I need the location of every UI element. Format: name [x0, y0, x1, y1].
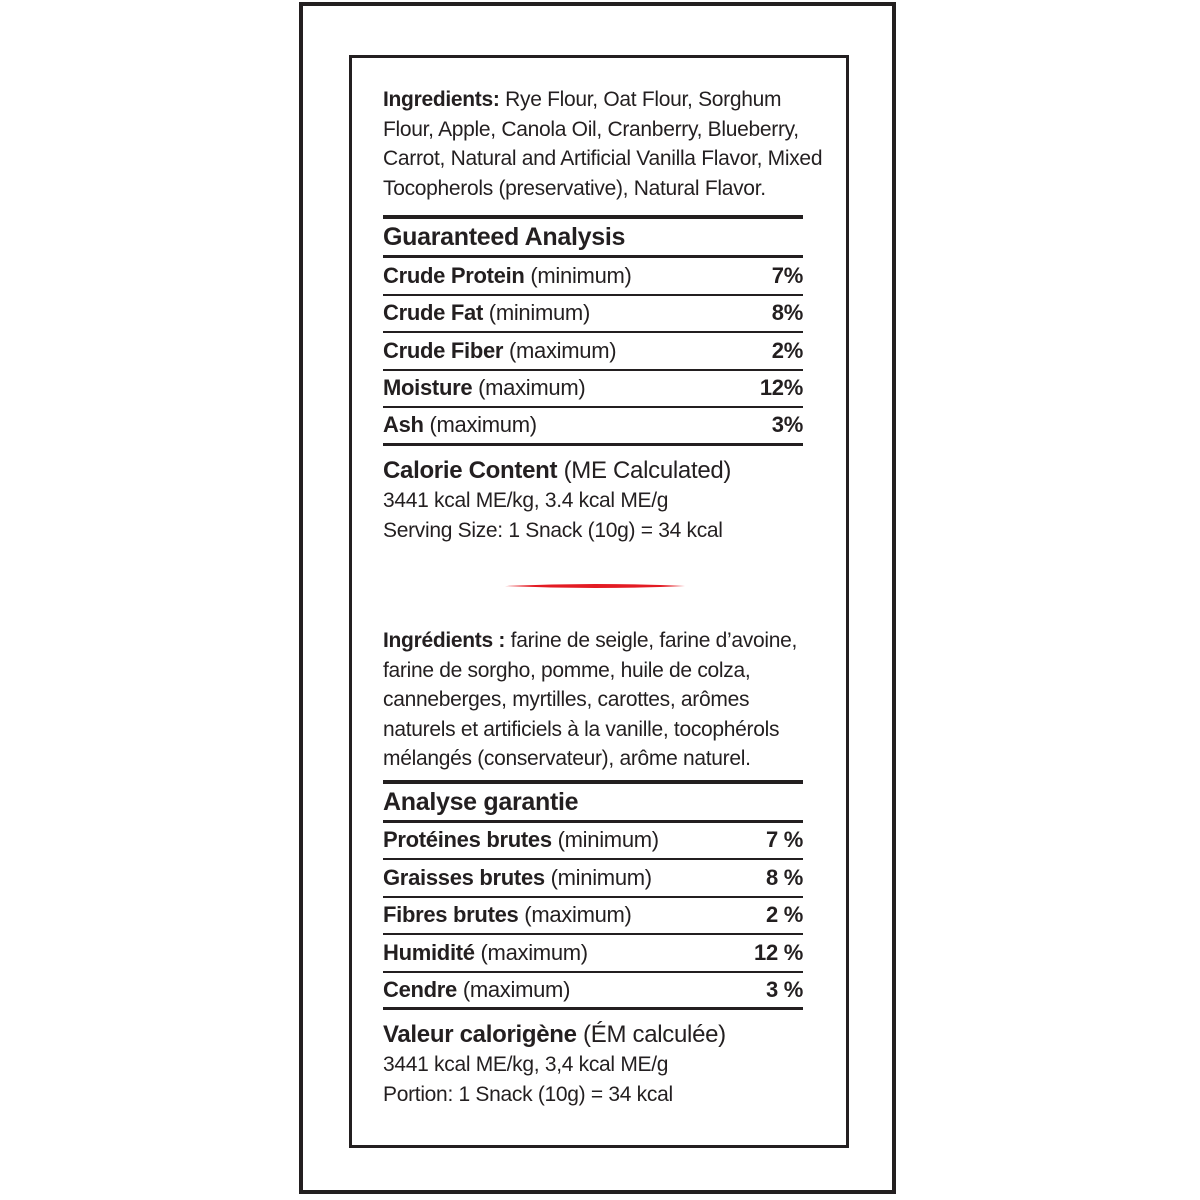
nutrient-qualifier: (maximum)	[478, 375, 586, 401]
analysis-heading: Analyse garantie	[383, 780, 803, 823]
nutrient-name: Crude Fat	[383, 300, 483, 326]
table-row	[383, 973, 803, 1011]
nutrient-qualifier: (maximum)	[429, 412, 537, 438]
nutrient-value: 12%	[759, 375, 803, 401]
nutrient-name: Humidité	[383, 939, 475, 965]
calorie-content	[383, 1020, 803, 1110]
nutrient-qualifier: (minimum)	[488, 300, 590, 326]
nutrient-name: Crude Fiber	[383, 337, 504, 363]
table-row	[383, 898, 803, 936]
nutrient-name: Graisses brutes	[383, 864, 545, 890]
calorie-line-1: 3441 kcal ME/kg, 3.4 kcal ME/g	[383, 488, 669, 512]
nutrient-qualifier: (maximum)	[524, 902, 632, 928]
nutrient-value: 8%	[771, 300, 803, 326]
english-section	[383, 85, 823, 546]
nutrient-value: 7 %	[765, 827, 803, 853]
calorie-qualifier: (ÉM calculée)	[583, 1021, 726, 1048]
ingredients-text: farine de seigle, farine d’avoine, farine de sorgho, pomme, huile de colza, canneberges, myrtilles, carottes, arômes naturels et artificiels à la vanille, tocophérols mélangés (conservateur), arôme naturel.	[383, 629, 797, 770]
calorie-label: Calorie Content	[383, 456, 558, 484]
nutrient-name: Ash	[383, 412, 424, 438]
table-row	[383, 258, 803, 296]
table-row	[383, 408, 803, 446]
nutrient-qualifier: (maximum)	[462, 976, 571, 1002]
ingredients-paragraph	[383, 626, 813, 774]
calorie-label: Valeur calorigène	[383, 1021, 577, 1048]
table-row	[383, 296, 803, 334]
nutrient-value: 3%	[771, 412, 803, 438]
nutrient-qualifier: (minimum)	[530, 262, 632, 288]
nutrient-name: Moisture	[383, 375, 473, 401]
calorie-qualifier: (ME Calculated)	[563, 456, 732, 484]
nutrient-qualifier: (maximum)	[508, 337, 617, 363]
table-row	[383, 371, 803, 409]
nutrient-value: 2%	[771, 337, 803, 363]
nutrient-value: 2 %	[765, 902, 803, 928]
nutrient-qualifier: (minimum)	[557, 827, 659, 853]
nutrient-value: 3 %	[765, 976, 803, 1002]
ingredients-label: Ingredients:	[383, 88, 500, 111]
nutrient-qualifier: (maximum)	[480, 939, 588, 965]
nutrient-value: 8 %	[765, 864, 803, 890]
nutrient-name: Fibres brutes	[383, 902, 519, 928]
french-section	[383, 626, 803, 1110]
nutrient-name: Crude Protein	[383, 262, 525, 288]
calorie-line-2: Portion: 1 Snack (10g) = 34 kcal	[383, 1083, 673, 1106]
calorie-line-2: Serving Size: 1 Snack (10g) = 34 kcal	[383, 518, 723, 542]
table-row	[383, 935, 803, 973]
table-row	[383, 823, 803, 861]
nutrient-name: Protéines brutes	[383, 827, 552, 853]
ingredients-paragraph	[383, 85, 823, 203]
analysis-heading: Guaranteed Analysis	[383, 215, 803, 258]
calorie-line-1: 3441 kcal ME/kg, 3,4 kcal ME/g	[383, 1053, 669, 1076]
nutrient-qualifier: (minimum)	[550, 864, 652, 890]
nutrient-value: 12 %	[754, 939, 803, 965]
table-row	[383, 333, 803, 371]
calorie-content	[383, 456, 803, 546]
analysis-table	[383, 823, 803, 1011]
ingredients-text: Rye Flour, Oat Flour, Sorghum Flour, Apple, Canola Oil, Cranberry, Blueberry, Carrot, Natural and Artificial Vanilla Flavor, Mixed Tocopherols (preservative), Natural Flavor.	[383, 88, 823, 200]
table-row	[383, 860, 803, 898]
analysis-table	[383, 258, 803, 446]
nutrient-value: 7%	[771, 262, 803, 288]
ingredients-label: Ingrédients :	[383, 629, 506, 652]
section-divider	[505, 583, 685, 589]
nutrient-name: Cendre	[383, 976, 457, 1002]
